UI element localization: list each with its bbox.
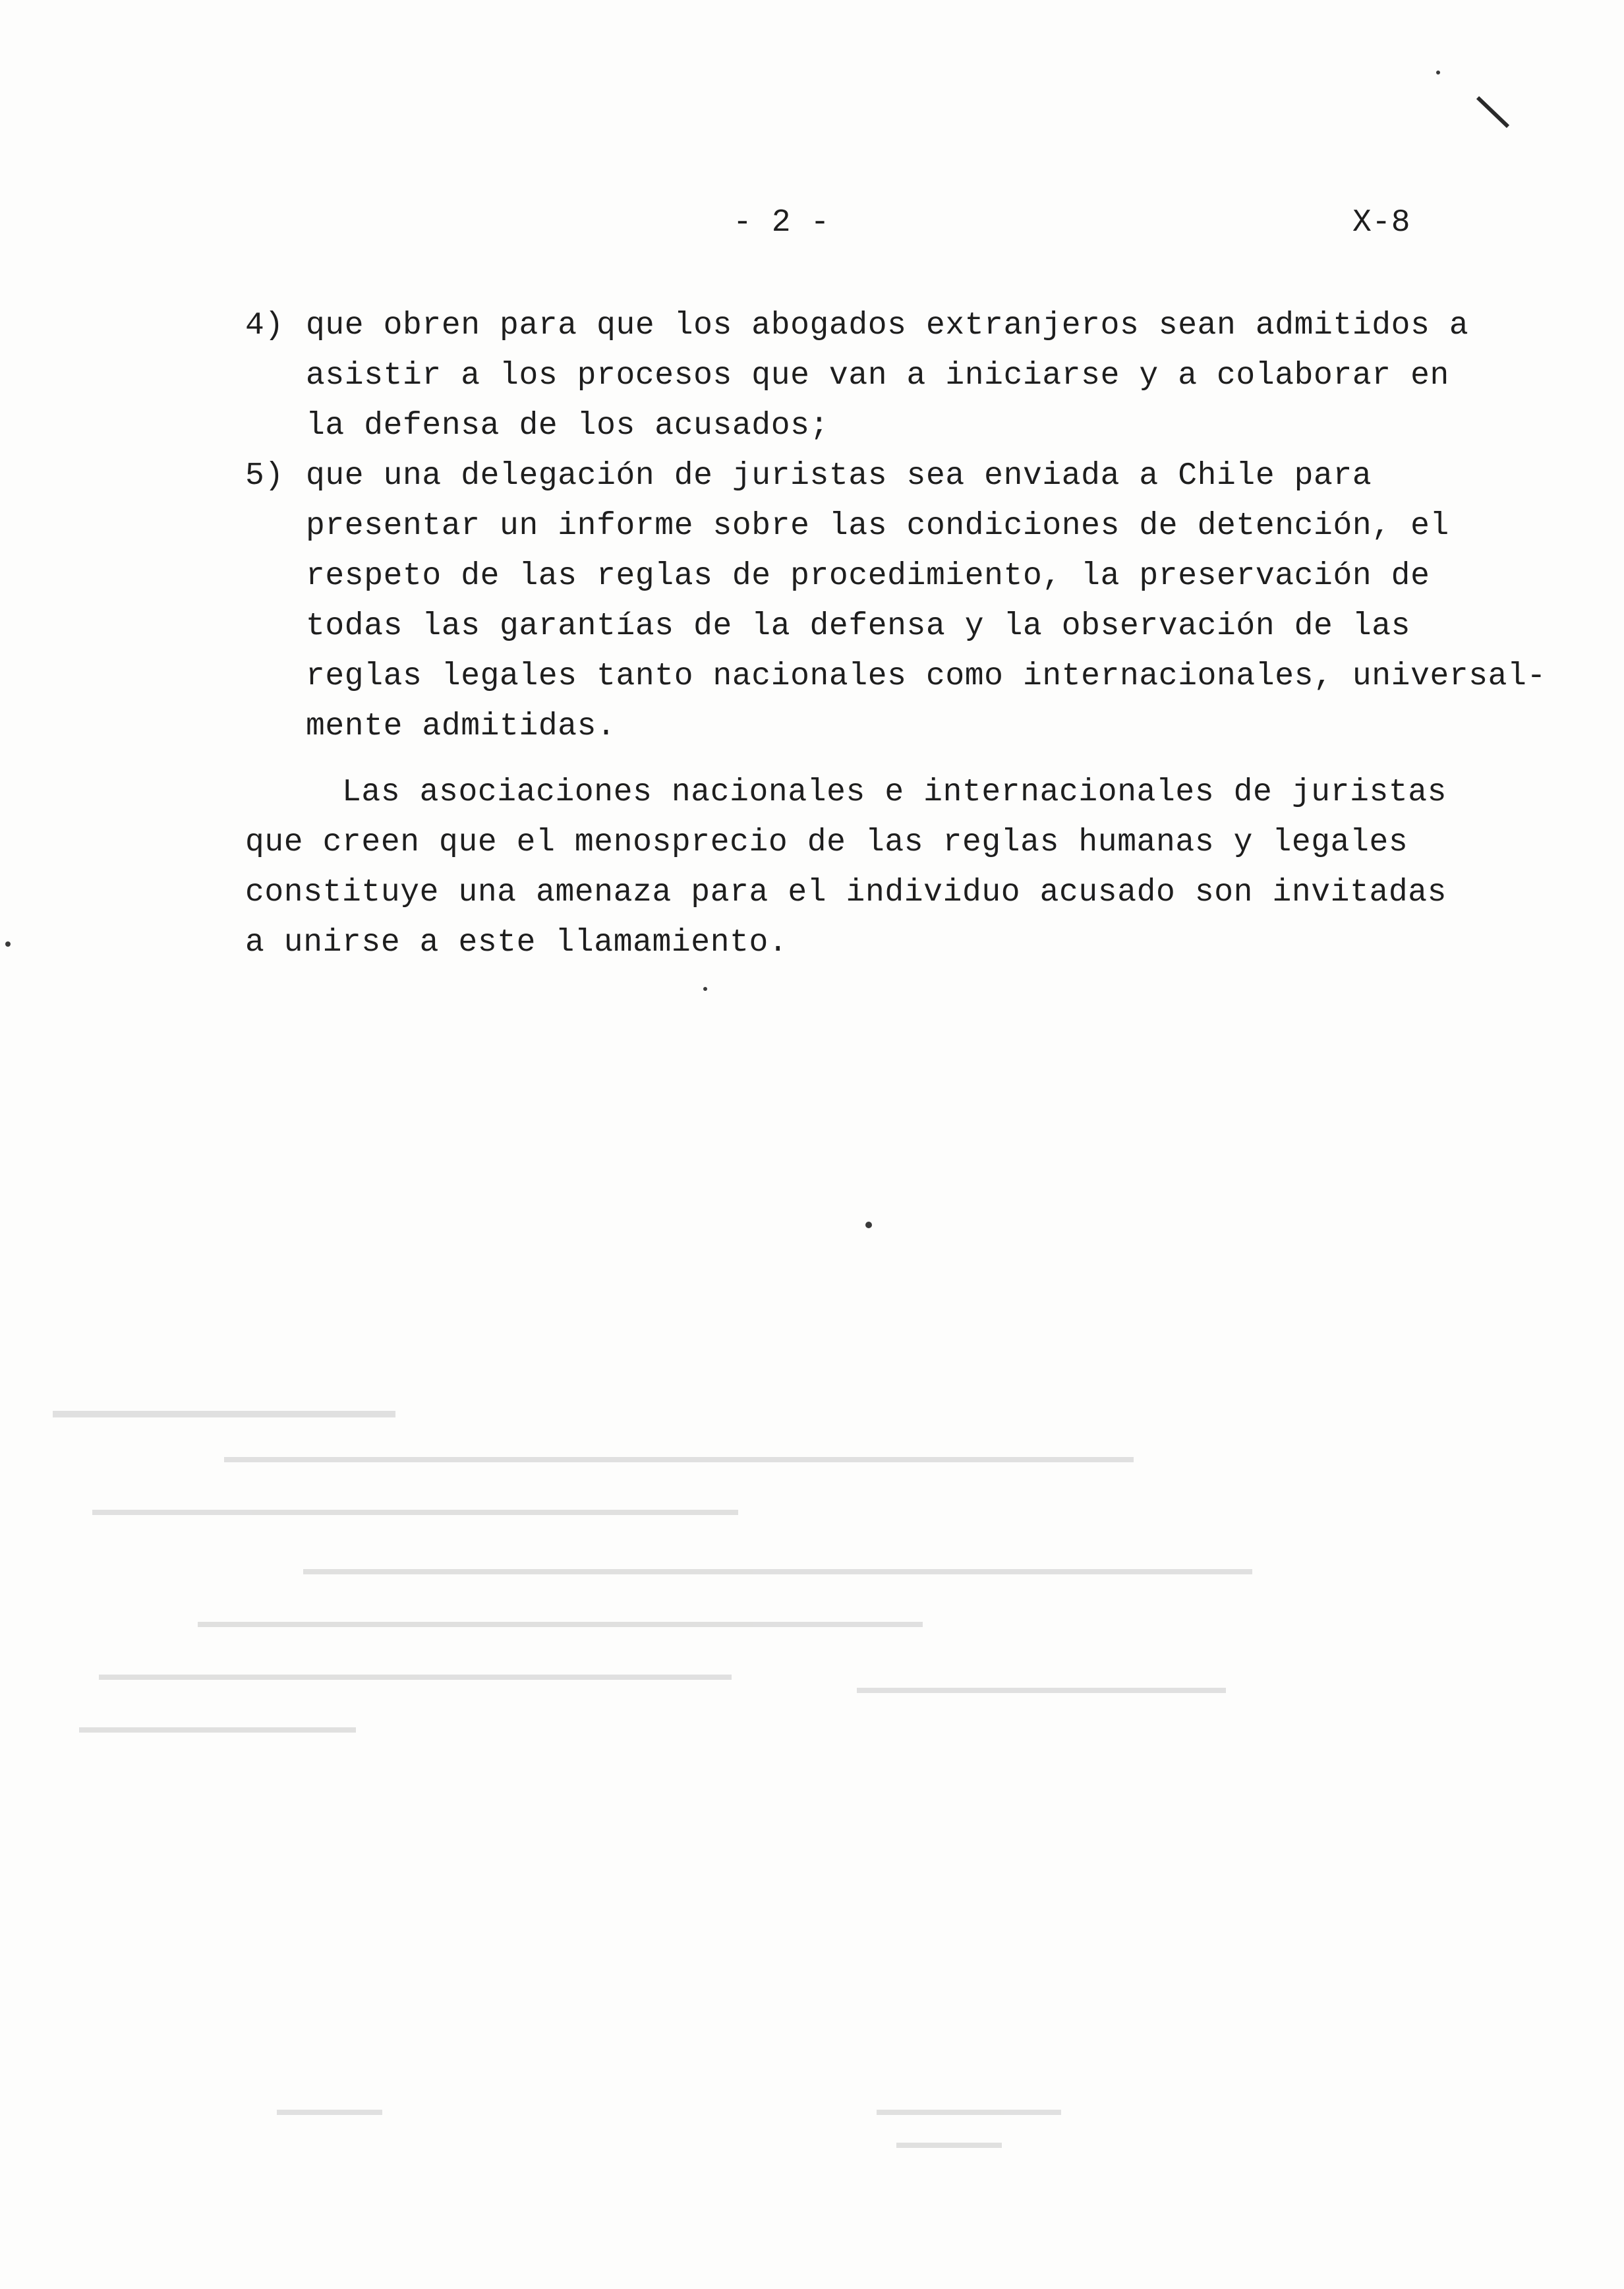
paragraph-line: a unirse a este llamamiento. <box>245 925 788 961</box>
list-item-line: que una delegación de juristas sea enviada a Chile para <box>306 458 1372 494</box>
list-item-line: mente admitidas. <box>306 709 616 744</box>
list-item-line: respeto de las reglas de procedimiento, la preservación de <box>306 558 1430 594</box>
document-code: X-8 <box>1352 205 1411 241</box>
list-item-line: asistir a los procesos que van a iniciarse y a colaborar en <box>306 358 1449 394</box>
list-item-line: presentar un informe sobre las condiciones de detención, el <box>306 508 1449 544</box>
list-item-marker: 4) <box>245 308 284 343</box>
paragraph-line: Las asociaciones nacionales e internacionales de juristas <box>245 775 1447 810</box>
paragraph-line: constituye una amenaza para el individuo acusado son invitadas <box>245 875 1447 910</box>
list-item-line: que obren para que los abogados extranjeros sean admitidos a <box>306 308 1469 343</box>
list-item-line: la defensa de los acusados; <box>306 408 829 444</box>
list-item-line: reglas legales tanto nacionales como internacionales, universal- <box>306 659 1546 694</box>
list-item-line: todas las garantías de la defensa y la observación de las <box>306 609 1411 644</box>
page-number: - 2 - <box>733 205 830 241</box>
paragraph-line: que creen que el menosprecio de las reglas humanas y legales <box>245 825 1408 860</box>
list-item-marker: 5) <box>245 458 284 494</box>
